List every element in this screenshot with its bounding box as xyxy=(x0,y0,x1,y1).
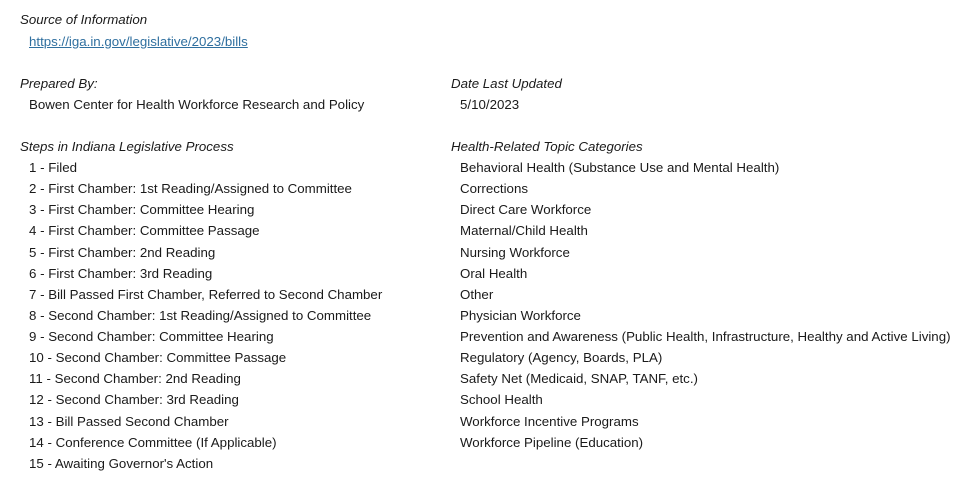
topic-item: Behavioral Health (Substance Use and Mental Health) xyxy=(460,160,780,175)
topic-item: Oral Health xyxy=(460,265,528,281)
topic-item: School Health xyxy=(460,392,543,408)
steps-label: Steps in Indiana Legislative Process xyxy=(20,139,234,154)
topic-item: Prevention and Awareness (Public Health, Infrastructure, Healthy and Active Living) xyxy=(460,329,951,344)
step-item: 14 - Conference Committee (If Applicable) xyxy=(29,434,277,450)
topic-item: Corrections xyxy=(460,181,528,197)
topics-list xyxy=(451,157,951,453)
prepared-by-label: Prepared By: xyxy=(20,76,98,91)
step-item: 6 - First Chamber: 3rd Reading xyxy=(29,265,213,281)
step-item: 2 - First Chamber: 1st Reading/Assigned to Committee xyxy=(29,181,352,197)
topic-item: Other xyxy=(460,286,494,302)
topic-item: Regulatory (Agency, Boards, PLA) xyxy=(460,350,663,366)
step-item: 1 - Filed xyxy=(29,160,78,175)
topic-item: Physician Workforce xyxy=(460,307,581,323)
date-updated-value: 5/10/2023 xyxy=(460,97,520,112)
topic-item: Workforce Incentive Programs xyxy=(460,413,639,429)
step-item: 4 - First Chamber: Committee Passage xyxy=(29,223,260,239)
steps-list xyxy=(20,157,382,474)
prepared-by-value: Bowen Center for Health Workforce Research and Policy xyxy=(29,97,365,112)
step-item: 5 - First Chamber: 2nd Reading xyxy=(29,244,216,260)
step-item: 15 - Awaiting Governor's Action xyxy=(29,455,214,471)
step-item: 11 - Second Chamber: 2nd Reading xyxy=(29,371,241,387)
topics-label: Health-Related Topic Categories xyxy=(451,139,643,154)
step-item: 12 - Second Chamber: 3rd Reading xyxy=(29,392,239,408)
topic-item: Safety Net (Medicaid, SNAP, TANF, etc.) xyxy=(460,371,698,387)
step-item: 8 - Second Chamber: 1st Reading/Assigned to Committee xyxy=(29,307,372,323)
topic-item: Direct Care Workforce xyxy=(460,202,592,218)
step-item: 10 - Second Chamber: Committee Passage xyxy=(29,350,287,366)
date-updated-label: Date Last Updated xyxy=(451,76,562,91)
step-item: 13 - Bill Passed Second Chamber xyxy=(29,413,229,429)
source-label: Source of Information xyxy=(20,12,148,27)
topic-item: Nursing Workforce xyxy=(460,244,570,260)
step-item: 3 - First Chamber: Committee Hearing xyxy=(29,202,255,218)
source-link-row xyxy=(20,31,248,52)
topic-item: Maternal/Child Health xyxy=(460,223,588,239)
step-item: 9 - Second Chamber: Committee Hearing xyxy=(29,329,274,344)
source-link[interactable]: https://iga.in.gov/legislative/2023/bills xyxy=(29,34,248,49)
topic-item: Workforce Pipeline (Education) xyxy=(460,434,644,450)
step-item: 7 - Bill Passed First Chamber, Referred to Second Chamber xyxy=(29,286,383,302)
